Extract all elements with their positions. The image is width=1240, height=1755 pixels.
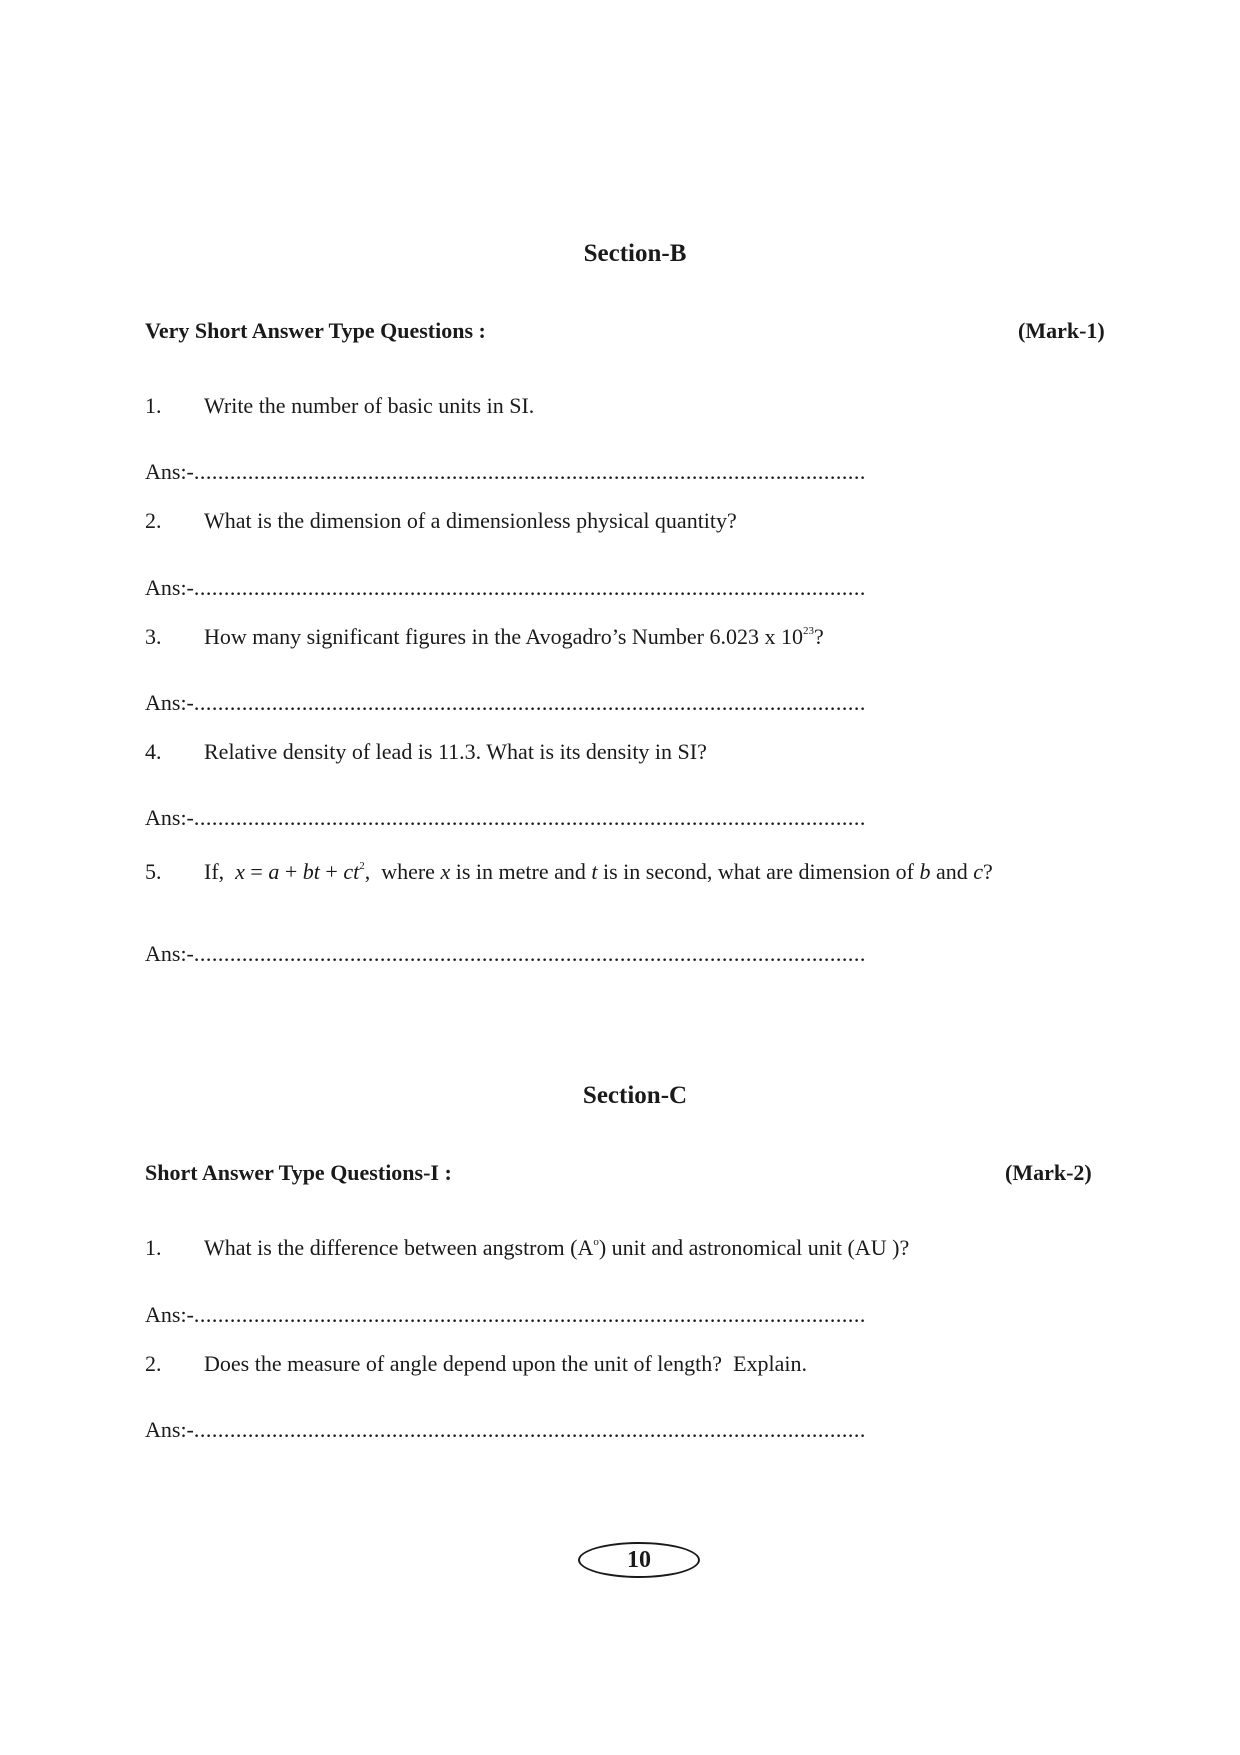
math-var: a xyxy=(268,859,280,884)
answer-line xyxy=(145,941,866,967)
answer-label: Ans:- xyxy=(145,1302,194,1327)
answer-label: Ans:- xyxy=(145,805,194,830)
answer-label: Ans:- xyxy=(145,1417,194,1442)
math-var: x xyxy=(235,859,245,884)
answer-line xyxy=(145,575,866,601)
question-text-part: What is the difference between angstrom (A xyxy=(204,1235,594,1260)
exponent: 23 xyxy=(803,625,814,637)
question-number: 1. xyxy=(145,1235,162,1260)
section-c-title: Section-C xyxy=(582,1082,688,1109)
math-var: ct xyxy=(343,859,360,884)
degree-sup: o xyxy=(593,1236,599,1248)
answer-label: Ans:- xyxy=(145,941,194,966)
math-var: c xyxy=(973,859,984,884)
question-text: Relative density of lead is 11.3. What is its density in SI? xyxy=(204,739,707,764)
question-text xyxy=(204,859,993,885)
answer-dots: ................................................................................................................ xyxy=(193,805,866,830)
answer-dots: ................................................................................................................ xyxy=(193,1417,866,1442)
question-text-part: is in metre and xyxy=(450,859,592,884)
question-text-part: If, xyxy=(204,859,225,884)
math-op: = xyxy=(244,859,269,884)
answer-dots: ................................................................................................................ xyxy=(193,575,866,600)
question-text-part: is in second, what are dimension of xyxy=(597,859,920,884)
answer-line xyxy=(145,805,866,831)
question-text-part: , where xyxy=(364,859,441,884)
math-op: + xyxy=(319,859,344,884)
math-var: t xyxy=(591,859,598,884)
section-b-mark: (Mark-1) xyxy=(1018,318,1105,343)
math-var: bt xyxy=(302,859,320,884)
question-text: Write the number of basic units in SI. xyxy=(204,393,535,418)
question-number: 3. xyxy=(145,624,162,649)
question-text-part: ? xyxy=(814,624,824,649)
section-c-heading: Short Answer Type Questions-I : xyxy=(145,1160,452,1185)
question-text-part: How many significant figures in the Avogadro’s Number 6.023 x 10 xyxy=(204,624,803,649)
answer-line xyxy=(145,690,866,716)
equation xyxy=(235,859,365,884)
answer-label: Ans:- xyxy=(145,575,194,600)
answer-dots: ................................................................................................................ xyxy=(193,941,866,966)
question-text: What is the dimension of a dimensionless physical quantity? xyxy=(204,508,737,533)
question-text-part: ? xyxy=(983,859,993,884)
answer-line xyxy=(145,1417,866,1443)
answer-dots: ................................................................................................................ xyxy=(193,1302,866,1327)
question-number: 1. xyxy=(145,393,162,418)
answer-dots: ................................................................................................................ xyxy=(193,690,866,715)
question-number: 5. xyxy=(145,859,162,884)
answer-label: Ans:- xyxy=(145,459,194,484)
section-c-mark: (Mark-2) xyxy=(1005,1160,1092,1185)
math-var: b xyxy=(919,859,931,884)
section-b-title: Section-B xyxy=(583,240,687,267)
answer-label: Ans:- xyxy=(145,690,194,715)
exponent: 2 xyxy=(359,860,365,872)
math-var: x xyxy=(440,859,451,884)
answer-dots: ................................................................................................................ xyxy=(193,459,866,484)
question-text xyxy=(204,1235,909,1261)
question-text-part: and xyxy=(930,859,974,884)
math-op: + xyxy=(279,859,303,884)
answer-line xyxy=(145,1302,866,1328)
page-number-badge xyxy=(578,1542,700,1578)
question-text xyxy=(204,624,824,650)
page-number: 10 xyxy=(627,1546,651,1573)
question-number: 4. xyxy=(145,739,162,764)
question-text-part: ) unit and astronomical unit (AU )? xyxy=(598,1235,910,1260)
question-number: 2. xyxy=(145,1351,162,1376)
section-b-heading: Very Short Answer Type Questions : xyxy=(145,318,486,343)
question-number: 2. xyxy=(145,508,162,533)
question-text: Does the measure of angle depend upon the unit of length? Explain. xyxy=(204,1351,807,1376)
answer-line xyxy=(145,459,866,485)
